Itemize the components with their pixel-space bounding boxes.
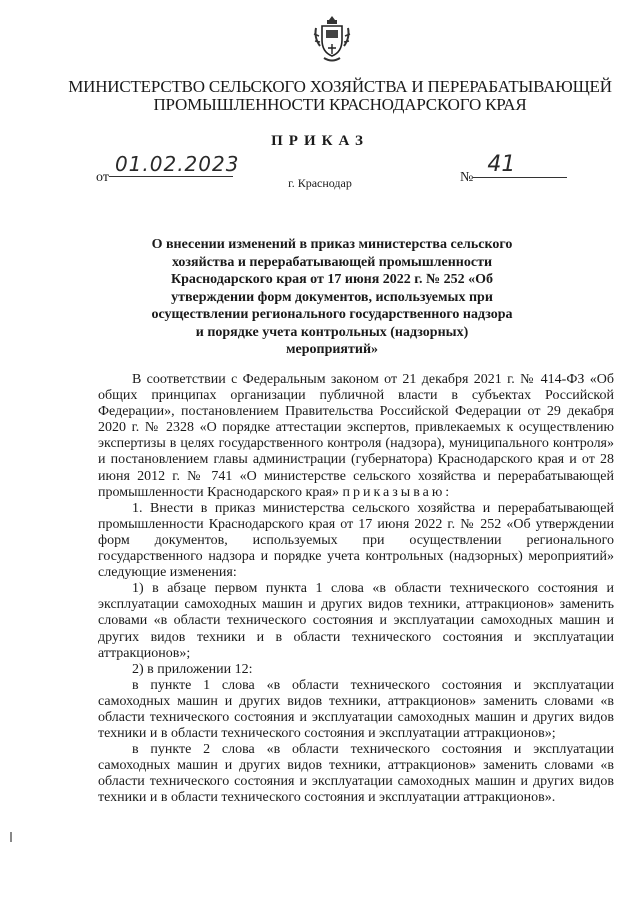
margin-mark [10,832,12,842]
item-1-2: 2) в приложении 12: [132,661,253,677]
preamble-text: В соответствии с Федеральным законом от 21 декабря 2021 г. № 414-ФЗ «Об общих принципах организации публичной власти в субъектах Российской Федерации», постановлением Правительства Российской Федерации от 29 декабря 2020 г. № 2328 «О порядке аттестации экспертов, привлекаемых к осуществлению экспертизы в целях государственного контроля (надзора), муниципального контроля» и постановлением главы администрации (губернатора) Краснодарского края и от 28 июня 2012 г. № 741 «О министерстве сельского хозяйства и перерабатывающей промышленности Краснодарского края» [98,372,614,500]
orders-word: приказываю: [342,484,453,500]
item-1-2-a: в пункте 1 слова «в области технического состояния и эксплуатации самоходных машин и других видов техники, аттракционов» заменить словами «в области технического состояния и эксплуатации самоходных машин и других видов техники и в области технического состояния и эксплуатации аттракционов»; [98,677,614,742]
number-prefix: № [460,170,474,185]
item-1-2-b: в пункте 2 слова «в области технического состояния и эксплуатации самоходных машин и других видов техники, аттракционов» заменить словами «в области технического состояния и эксплуатации самоходных машин и других видов техники и в области технического состояния и эксплуатации аттракционов». [98,742,614,806]
order-subject: О внесении изменений в приказ министерства сельского хозяйства и перерабатывающей промышленности Краснодарского края от 17 июня 2022 г. № 252 «Об утверждении форм документов, используемых при осуществлении регионального государственного надзора и порядке учета контрольных (надзорных) мероприятий» [151,237,513,357]
item-1-1: 1) в абзаце первом пункта 1 слова «в области технического состояния и эксплуатации самоходных машин и других видов техники, аттракционов» заменить словами «в области технического состояния и эксплуатации самоходных машин и других видов техники и в области технического состояния и эксплуатации аттракционов»; [98,581,614,661]
ministry-line-1: МИНИСТЕРСТВО СЕЛЬСКОГО ХОЗЯЙСТВА И ПЕРЕРАБАТЫВАЮЩЕЙ [68,77,612,96]
city: г. Краснодар [288,176,352,190]
date-prefix: от [96,170,109,185]
preamble-paragraph [98,372,614,501]
number-value: 41 [473,152,567,178]
ministry-name [60,78,620,114]
order-body [98,372,614,807]
order-number [460,152,567,185]
order-date [96,152,240,185]
order-title: ПРИКАЗ [271,133,369,149]
date-value: 01.02.2023 [109,152,233,177]
item-1: 1. Внести в приказ министерства сельского хозяйства и перерабатывающей промышленности Краснодарского края от 17 июня 2022 г. № 252 «Об утверждении форм документов, используемых при осуществлении регионального государственного надзора и порядке учета контрольных (надзорных) мероприятий» следующие изменения: [98,500,614,581]
ministry-line-2: ПРОМЫШЛЕННОСТИ КРАСНОДАРСКОГО КРАЯ [153,95,527,114]
coat-of-arms-icon [312,14,352,64]
